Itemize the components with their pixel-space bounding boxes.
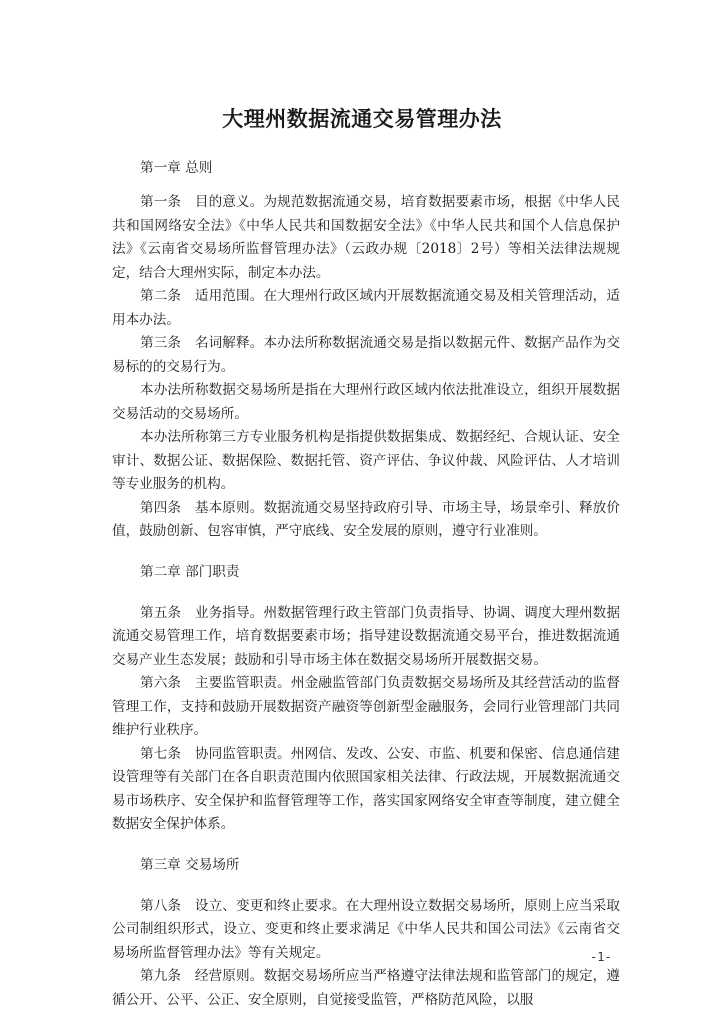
chapter-heading: 第二章 部门职责	[140, 563, 240, 580]
article-paragraph: 第五条 业务指导。州数据管理行政主管部门负责指导、协调、调度大理州数据流通交易管理工作，培育数据要素市场；指导建设数据流通交易平台，推进数据流通交易产业生态发展；鼓励和引导市场主体在数据交易场所开展数据交易。	[112, 604, 620, 668]
chapter-heading: 第一章 总则	[140, 160, 213, 176]
article-paragraph: 本办法所称数据交易场所是指在大理州行政区域内依法批准设立，组织开展数据交易活动的交易场所。	[112, 382, 620, 422]
article-paragraph: 第六条 主要监管职责。州金融监管部门负责数据交易场所及其经营活动的监督管理工作，支持和鼓励开展数据资产融资等创新型金融服务，会同行业管理部门共同维护行业秩序。	[112, 675, 620, 738]
document-body	[112, 150, 620, 1012]
page-number: -1-	[590, 950, 612, 964]
article-paragraph: 第四条 基本原则。数据流通交易坚持政府引导、市场主导，场景牵引、释放价值，鼓励创新、包容审慎，严守底线、安全发展的原则，遵守行业准则。	[112, 499, 620, 539]
article-paragraph: 第三条 名词解释。本办法所称数据流通交易是指以数据元件、数据产品作为交易标的的交易行为。	[112, 335, 620, 375]
document-title: 大理州数据流通交易管理办法	[222, 107, 502, 131]
article-paragraph: 第八条 设立、变更和终止要求。在大理州设立数据交易场所，原则上应当采取公司制组织形式，设立、变更和终止要求满足《中华人民共和国公司法》《云南省交易场所监督管理办法》等有关规定。	[112, 897, 620, 961]
article-paragraph: 第七条 协同监管职责。州网信、发改、公安、市监、机要和保密、信息通信建设管理等有关部门在各自职责范围内依照国家相关法律、行政法规，开展数据流通交易市场秩序、安全保护和监督管理等工作，落实国家网络安全审查等制度，建立健全数据安全保护体系。	[112, 745, 620, 832]
article-paragraph: 本办法所称第三方专业服务机构是指提供数据集成、数据经纪、合规认证、安全审计、数据公证、数据保险、数据托管、资产评估、争议仲裁、风险评估、人才培训等专业服务的机构。	[112, 429, 620, 492]
chapter-heading: 第三章 交易场所	[140, 856, 240, 873]
article-paragraph: 第九条 经营原则。数据交易场所应当严格遵守法律法规和监管部门的规定，遵循公开、公平、公正、安全原则，自觉接受监管，严格防范风险，以服	[112, 968, 620, 1008]
article-paragraph: 第二条 适用范围。在大理州行政区域内开展数据流通交易及相关管理活动，适用本办法。	[112, 288, 620, 328]
article-paragraph: 第一条 目的意义。为规范数据流通交易，培育数据要素市场，根据《中华人民共和国网络安全法》《中华人民共和国数据安全法》《中华人民共和国个人信息保护法》《云南省交易场所监督管理办法》（云政办规〔2018〕2号）等相关法律法规规定，结合大理州实际，制定本办法。	[112, 194, 620, 281]
